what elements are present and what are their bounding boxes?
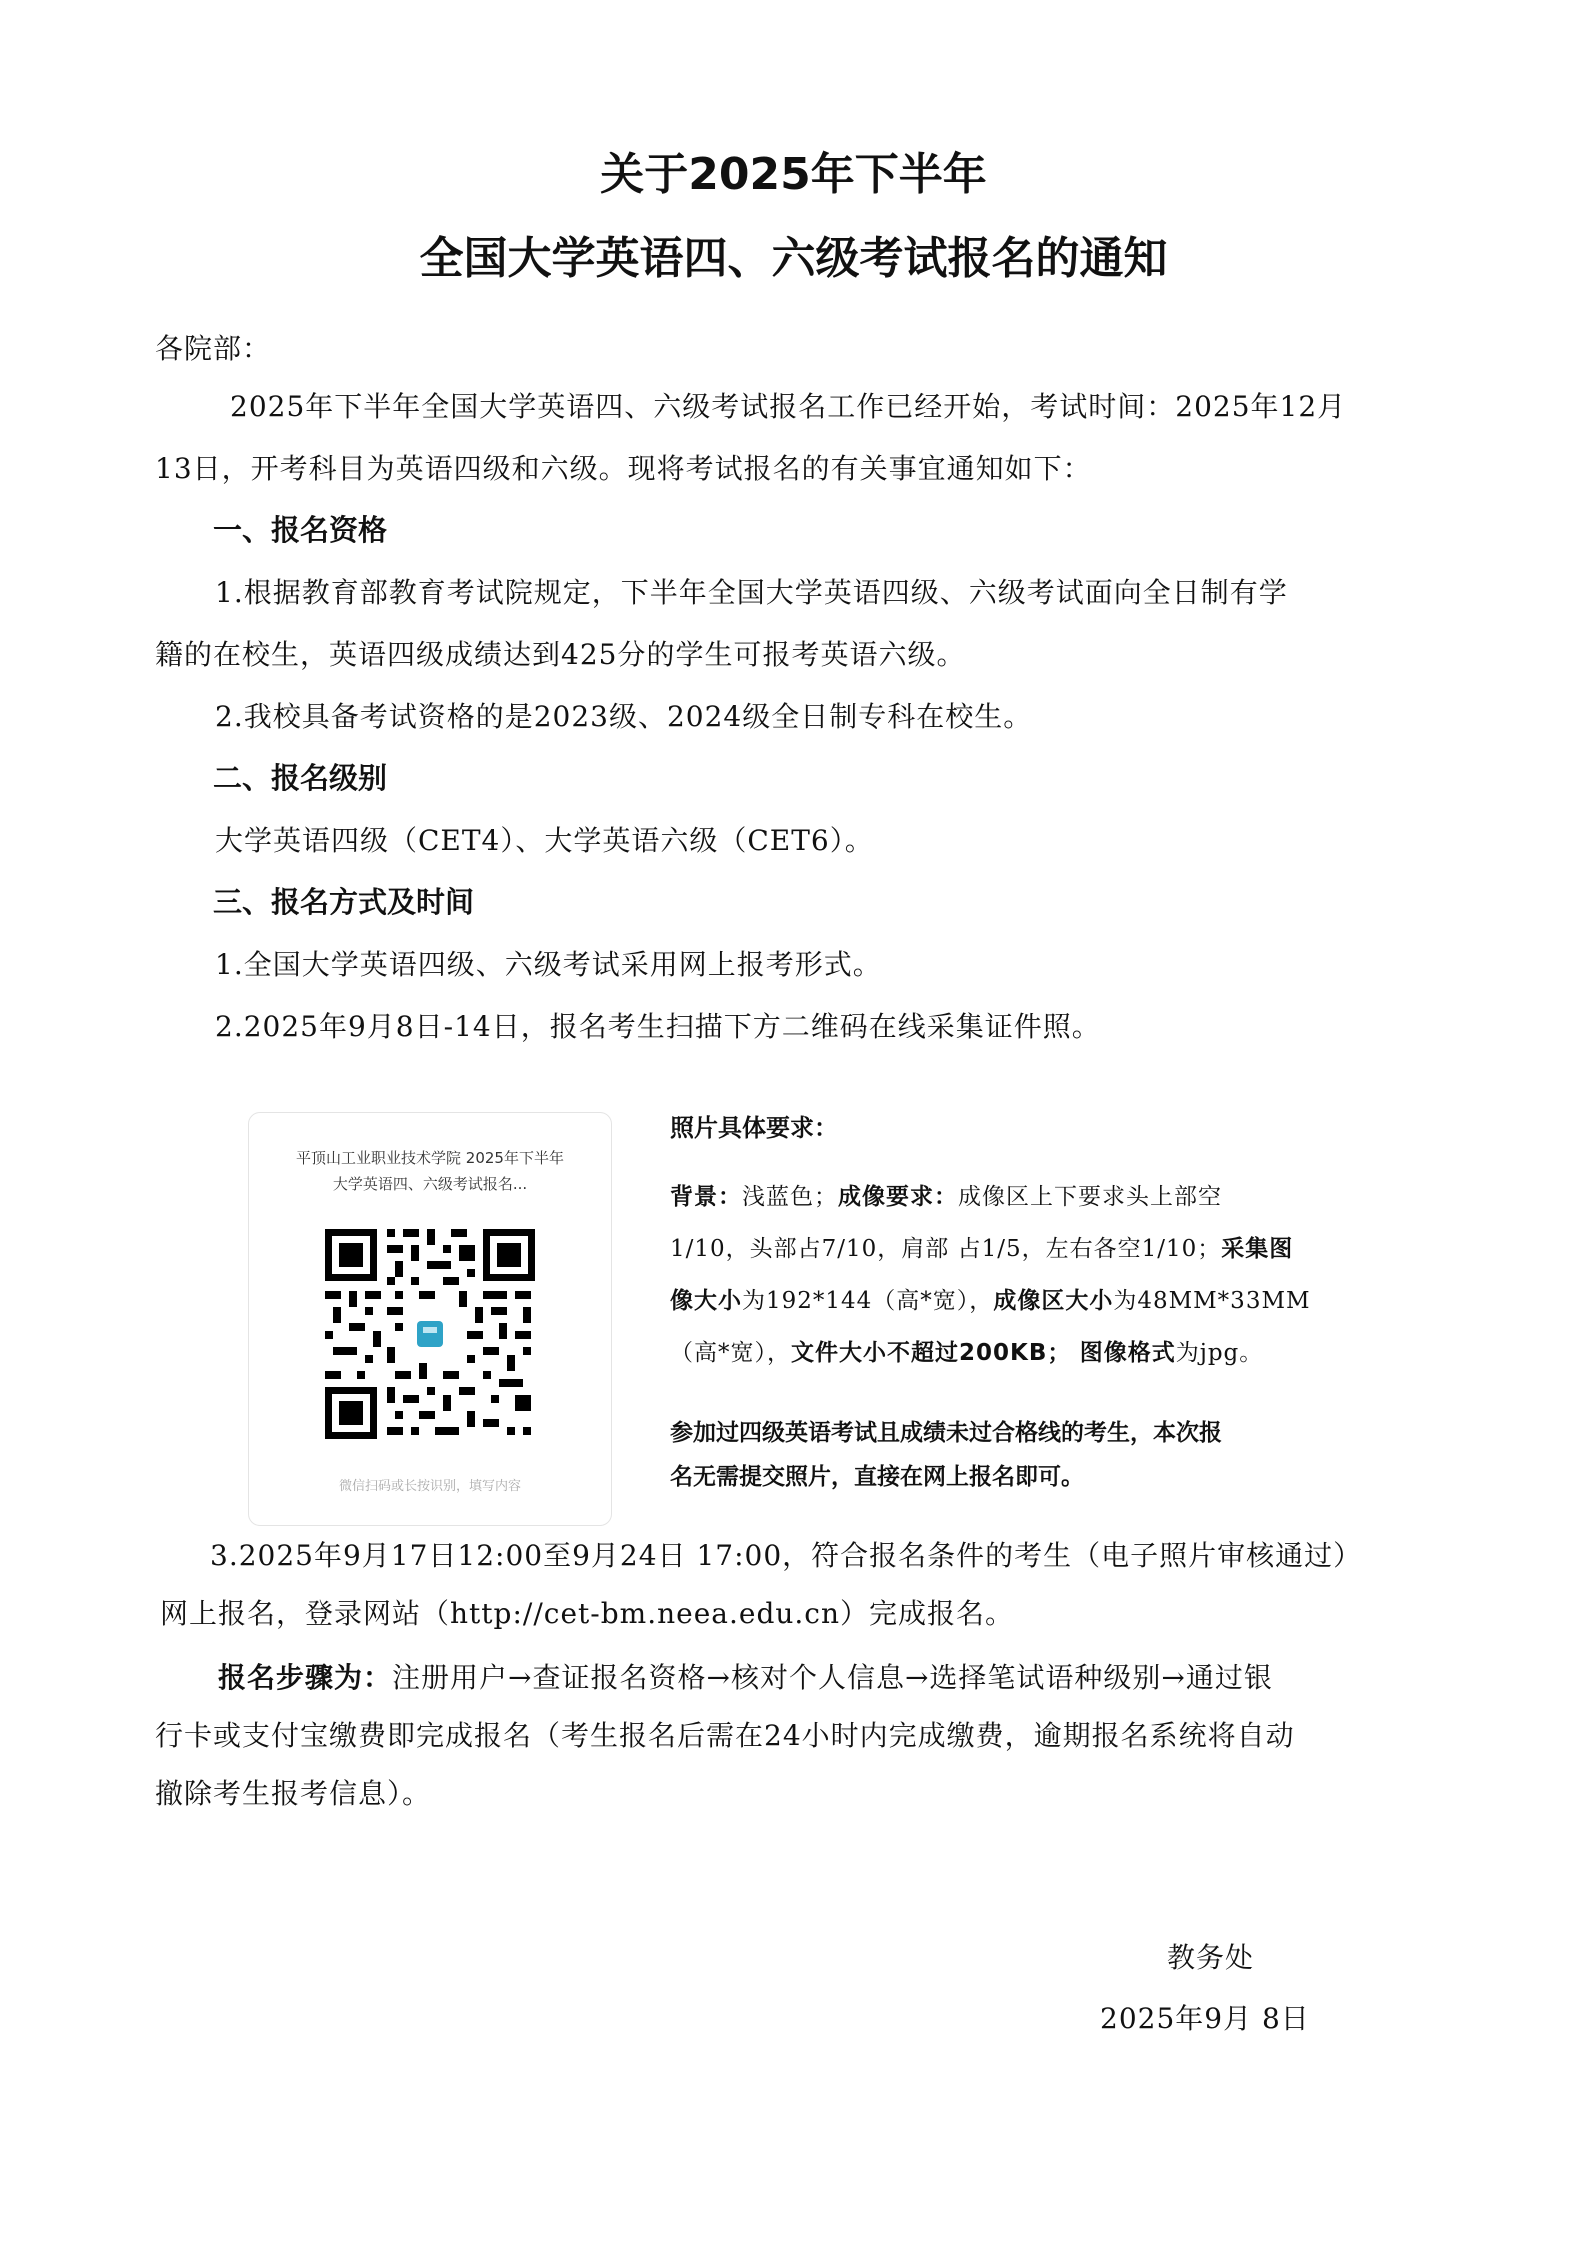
section1-item1-line2: 籍的在校生，英语四级成绩达到425分的学生可报考英语六级。 bbox=[155, 638, 966, 671]
area-value: 为48MM*33MM bbox=[1113, 1288, 1311, 1314]
qr-card-title-line1: 平顶山工业职业技术学院 2025年下半年 bbox=[296, 1149, 564, 1167]
collect-label: 采集图 bbox=[1221, 1236, 1294, 1262]
intro-line2: 13日，开考科目为英语四级和六级。现将考试报名的有关事宜通知如下： bbox=[155, 452, 1092, 485]
section2-text: 大学英语四级（CET4）、大学英语六级（CET6）。 bbox=[215, 824, 874, 857]
size-value: 为192*144（高*宽）， bbox=[742, 1288, 994, 1314]
steps-label: 报名步骤为： bbox=[218, 1661, 393, 1694]
format-label: 图像格式 bbox=[1079, 1340, 1176, 1366]
photo-requirements-heading: 照片具体要求： bbox=[670, 1114, 838, 1142]
steps-line1 bbox=[218, 1656, 1273, 1696]
format-value: 为jpg。 bbox=[1175, 1340, 1264, 1366]
section1-item1-line1: 1.根据教育部教育考试院规定，下半年全国大学英语四级、六级考试面向全日制有学 bbox=[215, 576, 1288, 609]
section2-heading: 二、报名级别 bbox=[213, 761, 388, 795]
photo-req-line3 bbox=[670, 1282, 1311, 1315]
bg-label: 背景： bbox=[670, 1184, 742, 1210]
photo-req-line4 bbox=[670, 1334, 1263, 1367]
section3-item3-line1: 3.2025年9月17日12:00至9月24日 17:00，符合报名条件的考生（电子照片审核通过） bbox=[210, 1539, 1363, 1572]
document-title-line1: 关于2025年下半年 bbox=[600, 149, 987, 200]
section1-item2: 2.我校具备考试资格的是2023级、2024级全日制专科在校生。 bbox=[215, 700, 1033, 733]
qr-card-title-line2: 大学英语四、六级考试报名... bbox=[332, 1175, 528, 1193]
ratio-text: 1/10，头部占7/10，肩部 占1/5，左右各空1/10； bbox=[670, 1236, 1222, 1262]
intro-line1: 2025年下半年全国大学英语四、六级考试报名工作已经开始，考试时间：2025年12月 bbox=[230, 390, 1347, 423]
greeting: 各院部： bbox=[155, 332, 272, 365]
section3-item2: 2.2025年9月8日-14日，报名考生扫描下方二维码在线采集证件照。 bbox=[215, 1010, 1101, 1043]
file-size-label: 文件大小不超过200KB； bbox=[791, 1340, 1072, 1366]
photo-req-line2 bbox=[670, 1230, 1293, 1263]
imaging-value: 成像区上下要求头上部空 bbox=[958, 1184, 1222, 1210]
bg-value: 浅蓝色； bbox=[742, 1184, 838, 1210]
steps-text: 注册用户→查证报名资格→核对个人信息→选择笔试语种级别→通过银 bbox=[392, 1661, 1273, 1694]
section3-item1: 1.全国大学英语四级、六级考试采用网上报考形式。 bbox=[215, 948, 882, 981]
qr-code-card[interactable] bbox=[248, 1112, 612, 1526]
document-title-line2: 全国大学英语四、六级考试报名的通知 bbox=[419, 233, 1168, 284]
section3-heading: 三、报名方式及时间 bbox=[213, 885, 475, 919]
size-label: 像大小 bbox=[670, 1288, 742, 1314]
photo-note-line2: 名无需提交照片，直接在网上报名即可。 bbox=[670, 1464, 1084, 1490]
signature-date: 2025年9月 8日 bbox=[1100, 2002, 1310, 2035]
hw-text: （高*宽）， bbox=[670, 1340, 791, 1366]
photo-note-line1: 参加过四级英语考试且成绩未过合格线的考生，本次报 bbox=[670, 1420, 1222, 1446]
qr-code-icon[interactable] bbox=[321, 1225, 539, 1443]
photo-req-line1 bbox=[670, 1178, 1222, 1211]
section1-heading: 一、报名资格 bbox=[213, 513, 388, 547]
signature-office: 教务处 bbox=[1167, 1941, 1255, 1974]
steps-line3: 撤除考生报考信息）。 bbox=[155, 1777, 432, 1810]
qr-card-hint: 微信扫码或长按识别，填写内容 bbox=[338, 1479, 521, 1494]
section3-item3-line2: 网上报名，登录网站（http://cet-bm.neea.edu.cn）完成报名。 bbox=[160, 1597, 1015, 1630]
area-label: 成像区大小 bbox=[993, 1288, 1114, 1314]
imaging-label: 成像要求： bbox=[838, 1184, 958, 1210]
steps-line2: 行卡或支付宝缴费即完成报名（考生报名后需在24小时内完成缴费，逾期报名系统将自动 bbox=[155, 1719, 1295, 1752]
